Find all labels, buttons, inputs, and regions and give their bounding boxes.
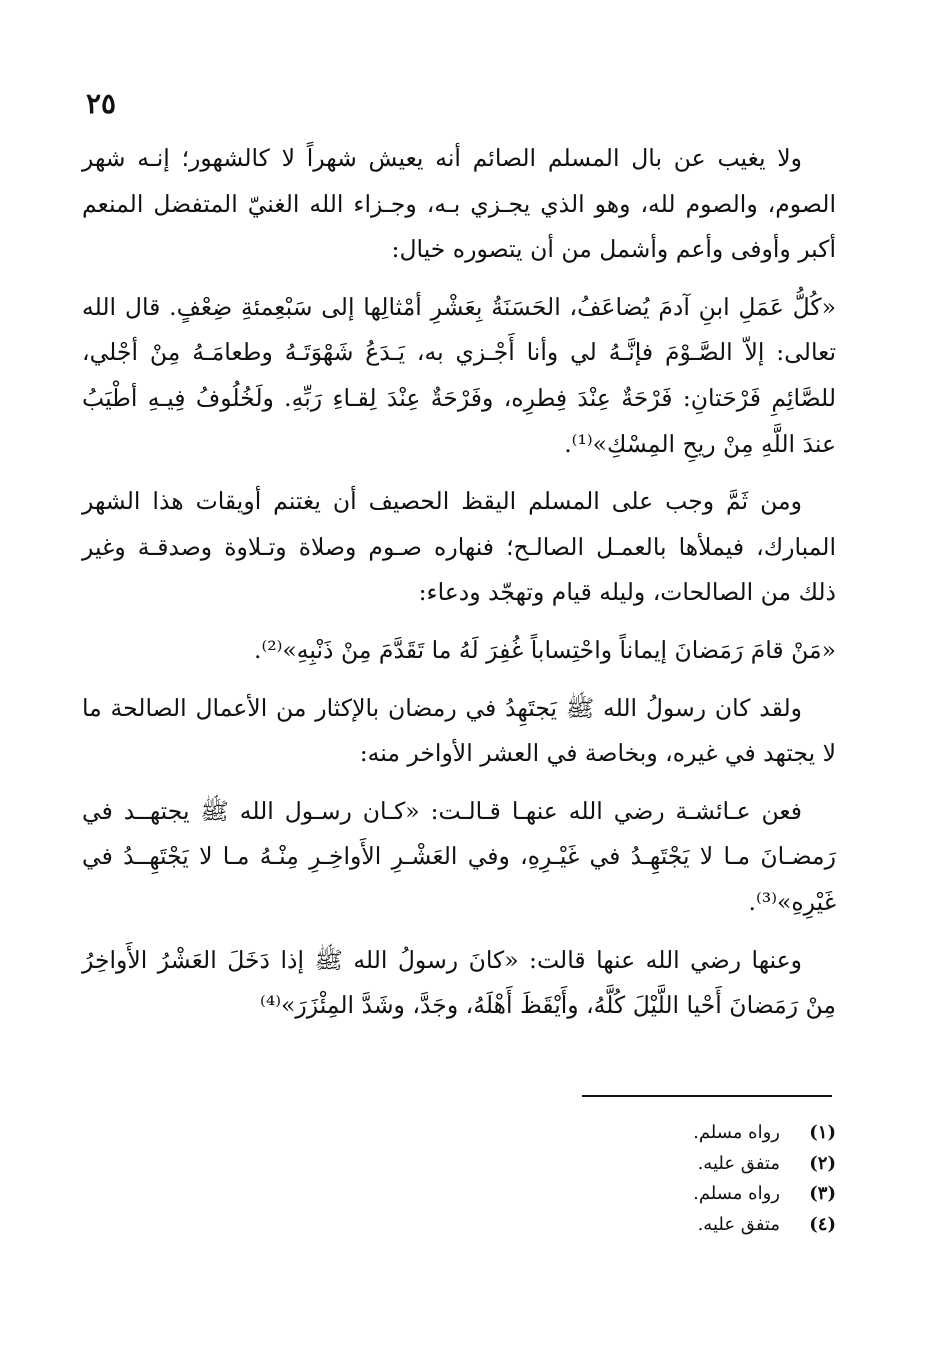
footnote-text: متفق عليه. (697, 1213, 780, 1235)
footnote-number: (٣) (809, 1183, 836, 1204)
page-number: ٢٥ (86, 87, 117, 120)
footnote-text: رواه مسلم. (693, 1183, 780, 1204)
paragraph-intro: ولا يغيب عن بال المسلم الصائم أنه يعيش شهراً لا كالشهور؛ إنـه شهر الصوم، والصوم لله، وهو الذي يجـزي بـه، وجـزاء الله الغنيّ المتفضل المنعم أكبر وأوفى وأعم وأشمل من أن يتصوره خيال: (82, 144, 836, 264)
footnote-item (476, 1118, 836, 1149)
footnote-item (476, 1179, 836, 1210)
paragraph-aisha-narration-1: فعن عـائشـة رضي الله عنهـا قـالـت: «كـان رسـول الله ﷺ يجتهــد في رَمضـانَ مـا لا يَجْتَهِـدُ في غَيْـرِهِ، وفي العَشْـرِ الأَواخِـرِ مِنْـهُ مـا لا يَجْتَهِــدُ في غَيْرِهِ»⁽³⁾. (82, 796, 836, 916)
main-text (82, 136, 836, 1041)
paragraph-aisha-narration-2: وعنها رضي الله عنها قالت: «كانَ رسولُ الله ﷺ إذا دَخَلَ العَشْرُ الأَواخِرُ مِنْ رَمَضانَ أَحْيا اللَّيْلَ كُلَّهُ، وأَيْقَظَ أَهْلَهُ، وجَدَّ، وشَدَّ المِئْزَرَ»⁽⁴⁾ (82, 945, 836, 1020)
footnote-number: (٢) (809, 1152, 836, 1174)
paragraph-ramadan-deeds: ومن ثَمَّ وجب على المسلم اليقظ الحصيف أن يغتنم أويقات هذا الشهر المبارك، فيملأها بالعمـل الصالـح؛ فنهاره صـوم وصلاة وتـلاوة وصدقـة وغير ذلك من الصالحات، وليله قيام وتهجّد ودعاء: (82, 487, 836, 607)
hadith-quote-fasting-reward: «كُلُّ عَمَلِ ابنِ آدمَ يُضاعَفُ، الحَسَنَةُ بِعَشْرِ أمْثالِها إلى سَبْعِمئةِ ضِعْفٍ. قال الله تعالى: إلاّ الصَّـوْمَ فإنَّـهُ لي وأنا أَجْـزي به، يَـدَعُ شَهْوَتَـهُ وطعامَـهُ مِنْ أجْلي، للصَّائِمِ فَرْحَتانِ: فَرْحَةٌ عِنْدَ فِطرِه، وفَرْحَةٌ عِنْدَ لِقـاءِ رَبِّهِ. ولَخُلُوفُ فِيـهِ أطْيَبُ عندَ اللَّهِ مِنْ ريحِ المِسْكِ»⁽¹⁾. (82, 292, 836, 458)
footnote-number: (٤) (809, 1213, 836, 1235)
footnote-item (476, 1149, 836, 1180)
footnote-number: (١) (809, 1122, 836, 1143)
footnote-text: متفق عليه. (697, 1152, 780, 1174)
hadith-quote-night-prayer: «مَنْ قامَ رَمَضانَ إيماناً واحْتِساباً غُفِرَ لَهُ ما تَقَدَّمَ مِنْ ذَنْبِهِ»⁽²⁾. (253, 635, 836, 664)
footnotes-list (476, 1118, 836, 1240)
paragraph-prophet-effort: ولقد كان رسولُ الله ﷺ يَجتَهِدُ في رمضان بالإكثار من الأعمال الصالحة ما لا يجتهد في غيره، وبخاصة في العشر الأواخر منه: (82, 693, 836, 768)
footnote-text: رواه مسلم. (693, 1122, 780, 1143)
footnote-item (476, 1210, 836, 1241)
footnote-divider (582, 1095, 832, 1097)
